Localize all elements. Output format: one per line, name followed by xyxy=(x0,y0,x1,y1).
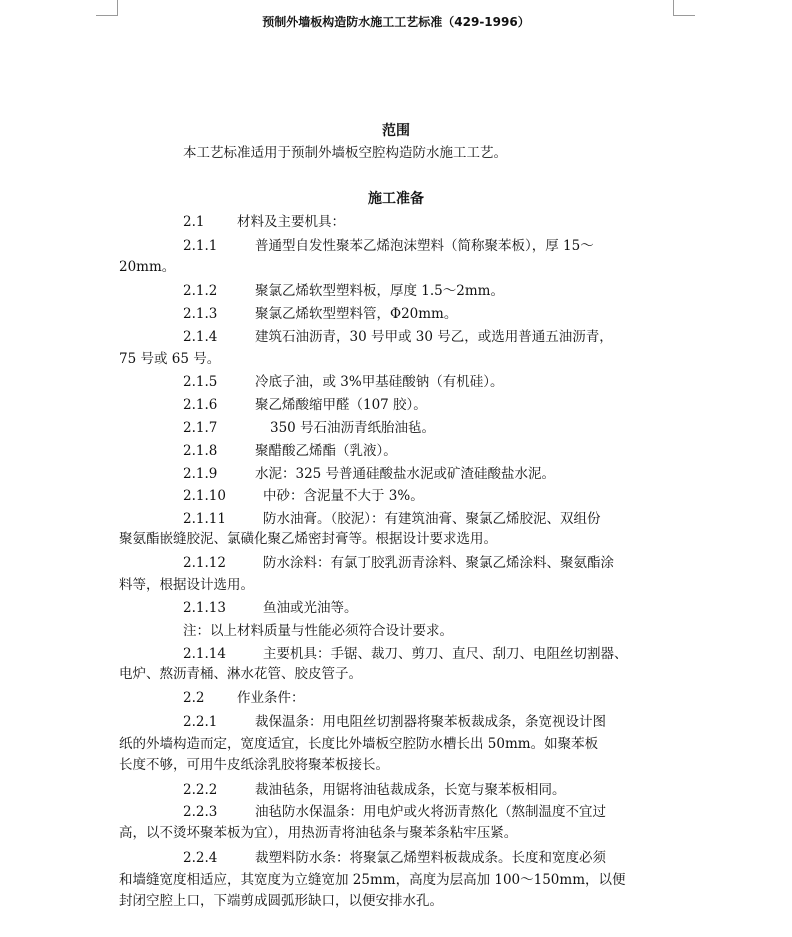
continuation-text: 封闭空腔上口，下端剪成圆弧形缺口，以便安排水孔。 xyxy=(119,893,443,909)
clause-text: 防水油膏。（胶泥）：有建筑油膏、聚氯乙烯胶泥、双组份 xyxy=(263,511,601,527)
clause-number: 2.1.3 xyxy=(183,306,218,322)
clause-text: 主要机具：手锯、裁刀、剪刀、直尺、刮刀、电阻丝切割器、 xyxy=(263,646,628,662)
clause-text: 冷底子油，或 3%甲基硅酸钠（有机硅）。 xyxy=(255,374,504,390)
clause-text: 普通型自发性聚苯乙烯泡沫塑料（简称聚苯板），厚 15～ xyxy=(255,238,594,254)
clause-text: 鱼油或光油等。 xyxy=(263,600,358,616)
continuation-text: 料等，根据设计选用。 xyxy=(119,577,254,593)
clause-number: 2.1.12 xyxy=(183,555,226,571)
clause-number: 2.1 xyxy=(183,214,205,230)
clause-text: 材料及主要机具： xyxy=(237,214,345,230)
continuation-text: 长度不够，可用牛皮纸涂乳胶将聚苯板接长。 xyxy=(119,757,389,773)
clause-number: 2.2 xyxy=(183,690,205,706)
clause-number: 2.1.6 xyxy=(183,397,218,413)
clause-text: 建筑石油沥青，30 号甲或 30 号乙，或选用普通五油沥青， xyxy=(255,329,613,345)
clause-number: 2.1.4 xyxy=(183,329,218,345)
section-title-scope: 范围 xyxy=(382,123,410,139)
continuation-text: 75 号或 65 号。 xyxy=(119,351,221,367)
continuation-text: 和墙缝宽度相适应，其宽度为立缝宽加 25mm，高度为层高加 100～150mm，以便 xyxy=(119,872,626,888)
clause-number: 2.1.13 xyxy=(183,600,226,616)
section-title-preparation: 施工准备 xyxy=(368,191,424,207)
clause-number: 2.2.1 xyxy=(183,714,218,730)
continuation-text: 20mm。 xyxy=(119,259,176,275)
clause-text: 中砂：含泥量不大于 3%。 xyxy=(263,488,424,504)
clause-text: 油毡防水保温条：用电炉或火将沥青熬化（熬制温度不宜过 xyxy=(255,804,606,820)
continuation-text: 注：以上材料质量与性能必须符合设计要求。 xyxy=(183,623,453,639)
clause-number: 2.2.4 xyxy=(183,850,218,866)
continuation-text: 高，以不烫坏聚苯板为宜），用热沥青将油毡条与聚苯条粘牢压紧。 xyxy=(119,825,518,841)
continuation-text: 纸的外墙构造而定，宽度适宜，长度比外墙板空腔防水槽长出 50mm。如聚苯板 xyxy=(119,736,599,752)
clause-number: 2.1.9 xyxy=(183,466,218,482)
clause-text: 聚氯乙烯软型塑料板，厚度 1.5～2mm。 xyxy=(255,283,504,299)
clause-number: 2.2.2 xyxy=(183,782,218,798)
clause-text: 水泥：325 号普通硅酸盐水泥或矿渣硅酸盐水泥。 xyxy=(255,466,556,482)
clause-number: 2.1.5 xyxy=(183,374,218,390)
clause-text: 防水涂料：有氯丁胶乳沥青涂料、聚氯乙烯涂料、聚氨酯涂 xyxy=(263,555,614,571)
clause-number: 2.1.7 xyxy=(183,420,218,436)
continuation-text: 电炉、熬沥青桶、淋水花管、胶皮管子。 xyxy=(119,666,362,682)
clause-text: 裁塑料防水条：将聚氯乙烯塑料板裁成条。长度和宽度必须 xyxy=(255,850,606,866)
scope-text: 本工艺标准适用于预制外墙板空腔构造防水施工工艺。 xyxy=(183,145,507,161)
clause-number: 2.1.10 xyxy=(183,488,226,504)
clause-number: 2.1.8 xyxy=(183,443,218,459)
page-header: 预制外墙板构造防水施工工艺标准（429-1996） xyxy=(262,15,530,29)
clause-number: 2.1.1 xyxy=(183,238,218,254)
continuation-text: 聚氨酯嵌缝胶泥、氯磺化聚乙烯密封膏等。根据设计要求选用。 xyxy=(119,531,497,547)
clause-text: 聚醋酸乙烯酯（乳液）。 xyxy=(255,443,397,459)
clause-text: 作业条件： xyxy=(237,690,305,706)
clause-number: 2.2.3 xyxy=(183,804,218,820)
clause-text: 聚氯乙烯软型塑料管，Φ20mm。 xyxy=(255,306,458,322)
clause-text: 裁保温条：用电阻丝切割器将聚苯板裁成条，条宽视设计图 xyxy=(255,714,606,730)
clause-number: 2.1.11 xyxy=(183,511,226,527)
clause-text: 350 号石油沥青纸胎油毡。 xyxy=(270,420,436,436)
clause-number: 2.1.2 xyxy=(183,283,218,299)
clause-text: 聚乙烯酸缩甲醛（107 胶）。 xyxy=(255,397,427,413)
clause-text: 裁油毡条，用锯将油毡裁成条，长宽与聚苯板相同。 xyxy=(255,782,566,798)
clause-number: 2.1.14 xyxy=(183,646,226,662)
